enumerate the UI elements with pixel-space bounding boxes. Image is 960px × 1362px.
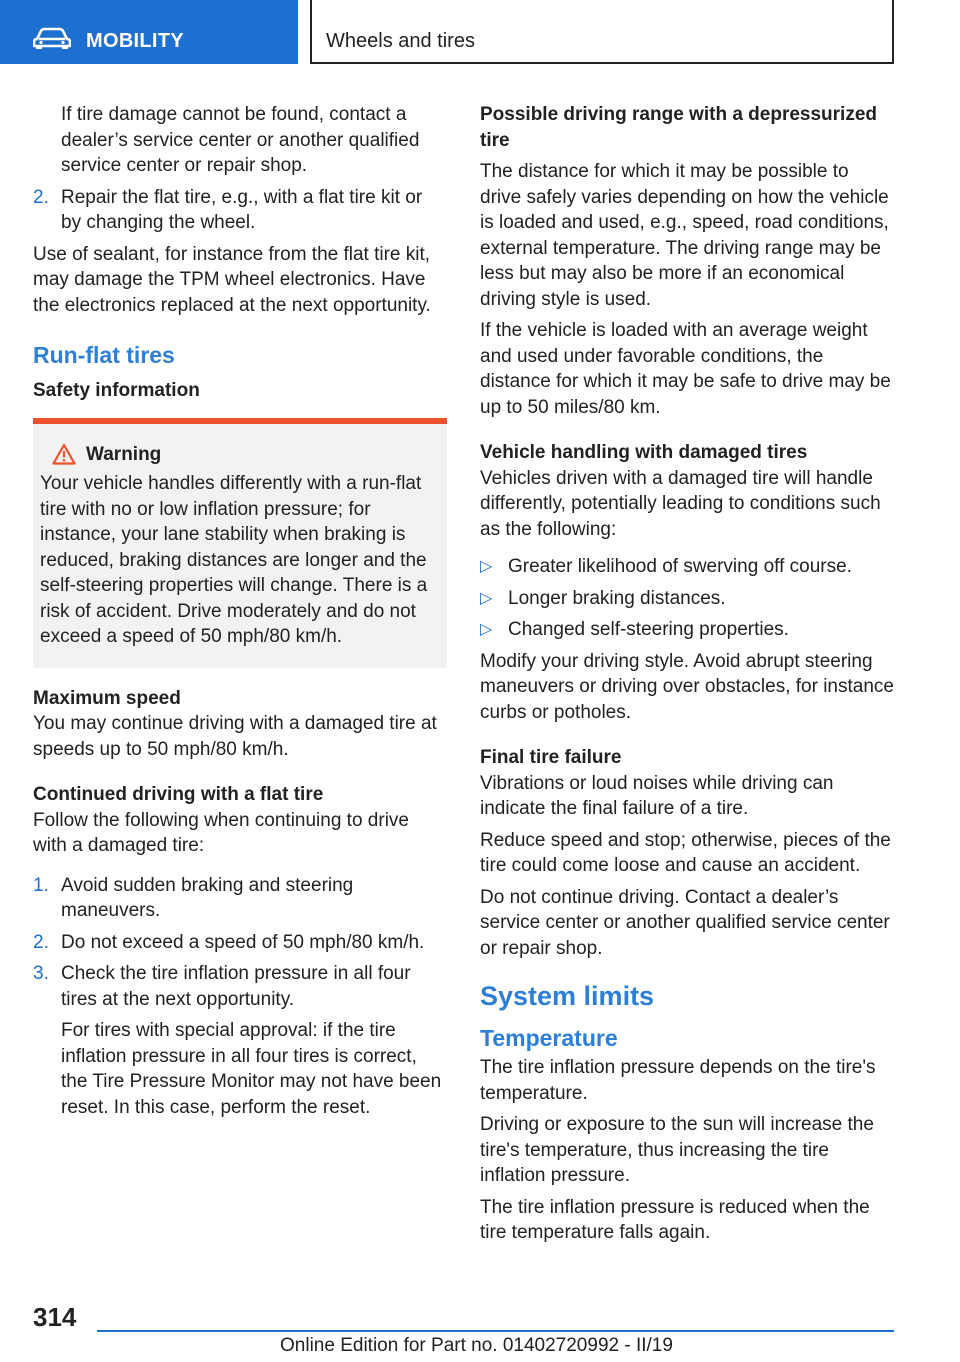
bullet-triangle-icon: ▷ (480, 589, 493, 607)
system-limits-heading: System limits (480, 981, 655, 1011)
handling-heading: Vehicle handling with damaged tires (480, 442, 808, 463)
range-paragraph-1: The distance for which it may be possible to drive safely varies depending on how the vehicle is loaded and used, e.g., speed, road conditions, external temperature. The driving range may be less but may also be more if an economical driving style is used. (480, 161, 889, 310)
step-number: 2. (33, 186, 49, 208)
modify-text: Modify your driving style. Avoid abrupt steering maneuvers or driving over obstacles, for instance curbs or potholes. (480, 650, 894, 723)
temperature-heading: Temperature (480, 1025, 618, 1051)
section-header (310, 0, 894, 64)
safety-heading: Safety information (33, 380, 200, 401)
step1-continuation: If tire damage cannot be found, contact a dealer’s service center or another qualified service center or repair shop. (61, 104, 420, 176)
bullet-triangle-icon: ▷ (480, 558, 493, 575)
temperature-paragraph-1: The tire inflation pressure depends on the tire's temperature. (480, 1057, 876, 1104)
step-text: Avoid sudden braking and steering maneuvers. (61, 874, 354, 921)
maxspeed-heading: Maximum speed (33, 687, 181, 709)
warning-text: Your vehicle handles differently with a run-flat tire with no or low inflation pressure; for instance, your lane stability when braking is reduced, braking distances are longer and the self-steering properties will change. There is a risk of accident. Drive moderately and do not exceed a speed of 50 mph/80 km/h. (40, 473, 428, 647)
bullet-text: Longer braking distances. (508, 587, 726, 609)
warning-triangle-icon (52, 443, 76, 465)
bullet-text: Changed self-steering properties. (508, 619, 789, 640)
chapter-tab[interactable] (0, 0, 298, 64)
sealant-paragraph: Use of sealant, for instance from the flat tire kit, may damage the TPM wheel electronics. Have the electronics replaced at the next opportunity. (33, 243, 431, 316)
page-number: 314 (33, 1302, 77, 1332)
list-item (480, 617, 895, 643)
bullet-triangle-icon: ▷ (480, 621, 493, 638)
range-paragraph-2: If the vehicle is loaded with an average weight and used under favorable conditions, the distance for which it may be safe to drive may be up to 50 miles/80 km. (480, 320, 891, 418)
list-item (33, 873, 447, 924)
runflat-heading: Run-flat tires (33, 342, 175, 368)
final-paragraph-1: Vibrations or loud noises while driving can indicate the final failure of a tire. (480, 772, 834, 819)
step3-note: For tires with special approval: if the tire inflation pressure in all four tires is correct, the Tire Pressure Monitor may not have been reset. In this case, perform the reset. (61, 1020, 442, 1118)
final-paragraph-3: Do not continue driving. Contact a dealer’s service center or another qualified service center or repair shop. (480, 886, 890, 959)
warning-title-row (40, 442, 439, 468)
car-icon (33, 27, 71, 49)
warning-box (33, 418, 447, 668)
temperature-paragraph-3: The tire inflation pressure is reduced when the tire temperature falls again. (480, 1196, 870, 1243)
list-item (480, 586, 895, 612)
list-item (480, 554, 895, 580)
footer-rule (97, 1330, 894, 1332)
final-paragraph-2: Reduce speed and stop; otherwise, pieces of the tire could come loose and cause an accident. (480, 829, 891, 876)
section-title: Wheels and tires (326, 30, 475, 52)
final-heading: Final tire failure (480, 747, 622, 768)
continued-text: Follow the following when continuing to drive with a damaged tire: (33, 809, 409, 856)
step-text: Do not exceed a speed of 50 mph/80 km/h. (61, 931, 425, 953)
bullet-text: Greater likelihood of swerving off course. (508, 556, 852, 577)
right-column (480, 102, 895, 1252)
chapter-tab-label: MOBILITY (86, 30, 184, 52)
maxspeed-text: You may continue driving with a damaged tire at speeds up to 50 mph/80 km/h. (33, 713, 437, 760)
edition-text: Online Edition for Part no. 01402720992 - II/19 (280, 1335, 673, 1356)
list-item (33, 930, 447, 956)
step-number: 1. (33, 874, 49, 896)
step-number: 2. (33, 931, 49, 953)
step-text: Repair the flat tire, e.g., with a flat tire kit or by changing the wheel. (61, 186, 423, 233)
step-number: 3. (33, 963, 49, 984)
temperature-paragraph-2: Driving or exposure to the sun will increase the tire's temperature, thus increasing the tire inflation pressure. (480, 1114, 874, 1186)
handling-text: Vehicles driven with a damaged tire will handle differently, potentially leading to conditions such as the following: (480, 467, 881, 540)
range-heading: Possible driving range with a depressurized tire (480, 104, 877, 151)
step-text: Check the tire inflation pressure in all four tires at the next opportunity. (61, 963, 411, 1010)
list-item (33, 961, 447, 1012)
list-item (33, 185, 447, 236)
continued-heading: Continued driving with a flat tire (33, 784, 324, 805)
left-column (33, 102, 447, 1126)
warning-title: Warning (86, 443, 162, 465)
